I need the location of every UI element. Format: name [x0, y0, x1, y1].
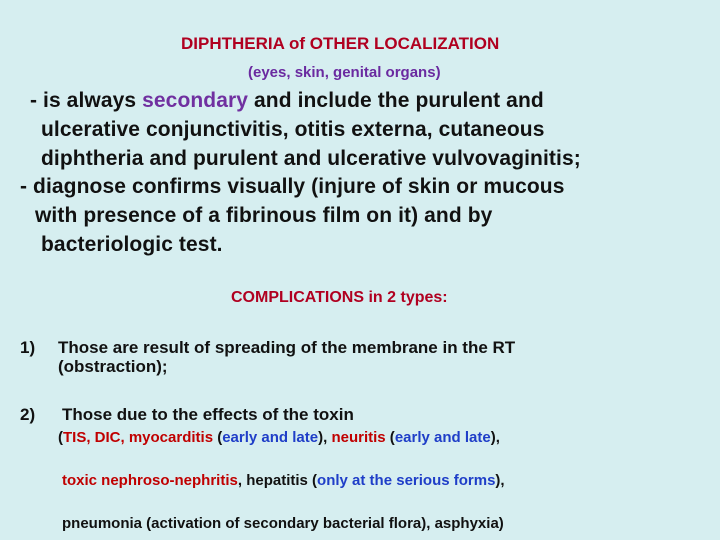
- para1-line1-pre: - is always: [30, 89, 143, 112]
- slide-subtitle: (eyes, skin, genital organs): [248, 64, 441, 81]
- paren-open: (: [58, 429, 63, 446]
- paren-close: ),: [495, 472, 505, 489]
- paren-close: ),: [490, 429, 500, 446]
- para2-line1: - diagnose confirms visually (injure of skin or mucous: [20, 175, 565, 198]
- para1-line3: diphtheria and purulent and ulcerative vulvovaginitis;: [41, 147, 581, 170]
- paren-open: (: [213, 429, 223, 446]
- item1-line2: (obstraction);: [58, 357, 168, 376]
- item1-line1: Those are result of spreading of the membrane in the RT: [58, 338, 516, 357]
- early-late-1: early and late: [222, 429, 319, 446]
- slide-title: DIPHTHERIA of OTHER LOCALIZATION: [181, 34, 500, 53]
- paren-close: ),: [318, 429, 332, 446]
- paren-open: (: [385, 429, 395, 446]
- item1-number: 1): [20, 338, 36, 357]
- item2-line1: Those due to the effects of the toxin: [62, 405, 354, 424]
- secondary-highlight: secondary: [142, 89, 249, 112]
- item2-detail-line2: [62, 472, 505, 489]
- serious-forms: only at the serious forms: [317, 472, 496, 489]
- para2-line2: with presence of a fibrinous film on it) and by: [35, 204, 493, 227]
- item2-detail-line1: [58, 429, 500, 446]
- para1-line2: ulcerative conjunctivitis, otitis externa, cutaneous: [41, 118, 545, 141]
- tis-dic-myocarditis: TIS, DIC, myocarditis: [63, 429, 214, 446]
- neuritis: neuritis: [331, 429, 386, 446]
- para1-line1-post: and include the purulent and: [248, 89, 544, 112]
- complications-title: COMPLICATIONS in 2 types:: [231, 289, 448, 306]
- toxic-nephroso-nephritis: toxic nephroso-nephritis: [62, 472, 238, 489]
- item2-detail-line3: pneumonia (activation of secondary bacterial flora), asphyxia): [62, 515, 504, 532]
- para1-line1: [30, 89, 544, 113]
- item2-number: 2): [20, 405, 36, 424]
- hepatitis: , hepatitis (: [237, 472, 318, 489]
- early-late-2: early and late: [394, 429, 491, 446]
- para2-line3: bacteriologic test.: [41, 233, 223, 256]
